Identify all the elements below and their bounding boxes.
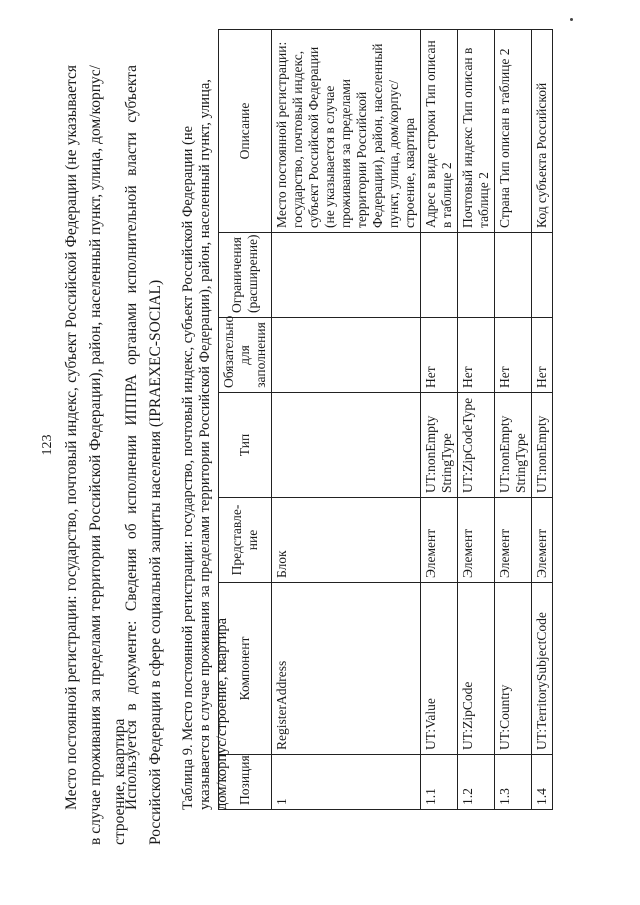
header-position: Позиция [219, 755, 272, 810]
cell-description: Почтовый индекс Тип описан в таблице 2 [458, 30, 495, 233]
paragraph-usage: Используется в документе: Сведения об исполнении ИППРА органами исполнительной власти субъекта Российской Федерации в сфере социальной защиты населения (IPRAEXEC-SOCIAL) [123, 65, 164, 845]
scan-speck [570, 18, 573, 21]
cell-representation: Элемент [495, 498, 532, 583]
table-row [421, 30, 458, 810]
cell-limits [532, 233, 553, 318]
cell-representation: Элемент [421, 498, 458, 583]
table-row [532, 30, 553, 810]
cell-component: RegisterAddress [272, 583, 421, 755]
header-limits: Ограничения (расширение) [219, 233, 272, 318]
cell-component: UT:TerritorySubjectCode [532, 583, 553, 755]
header-required: Обязательно для заполнения [219, 318, 272, 393]
cell-limits [458, 233, 495, 318]
cell-position: 1.3 [495, 755, 532, 810]
page-number: 123 [40, 434, 55, 456]
cell-limits [421, 233, 458, 318]
cell-type: UT:nonEmpty StringType [421, 393, 458, 498]
spec-table [218, 29, 553, 810]
table-row [495, 30, 532, 810]
cell-limits [495, 233, 532, 318]
header-description: Описание [219, 30, 272, 233]
cell-type [272, 393, 421, 498]
cell-component: UT:ZipCode [458, 583, 495, 755]
cell-type: UT:nonEmpty StringType [495, 393, 532, 498]
header-representation: Представле-ние [219, 498, 272, 583]
cell-position: 1.4 [532, 755, 553, 810]
table-row [458, 30, 495, 810]
table-caption: Таблица 9. Место постоянной регистрации: государство, почтовый индекс, субъект Российской Федерации (не указывается в случае проживания за пределами территории Российской Федерации), район, населенный пункт, улица, дом/корпус/строение, квартира [180, 79, 230, 810]
paragraph-registration: Место постоянной регистрации: государство, почтовый индекс, субъект Российской Федерации (не указывается в случае проживания за пределами территории Российской Федерации), район, населенный пункт, улица, дом/корпус/строение, квартира [63, 65, 128, 845]
cell-limits [272, 233, 421, 318]
cell-representation: Элемент [458, 498, 495, 583]
table-header-row [219, 30, 272, 810]
cell-required [272, 318, 421, 393]
cell-required: Нет [495, 318, 532, 393]
cell-description: Место постоянной регистрации: государство, почтовый индекс, субъект Российской Федерации (не указывается в случае проживания за пределами территории Российской Федерации), район, населенный пункт, улица, дом/корпус/строение, квартира [272, 30, 421, 233]
cell-description: Код субъекта Российской [532, 30, 553, 233]
cell-description: Адрес в виде строки Тип описан в таблице 2 [421, 30, 458, 233]
cell-representation: Блок [272, 498, 421, 583]
cell-representation: Элемент [532, 498, 553, 583]
cell-required: Нет [458, 318, 495, 393]
cell-component: UT:Value [421, 583, 458, 755]
cell-position: 1 [272, 755, 421, 810]
table-row [272, 30, 421, 810]
cell-type: UT:ZipCodeType [458, 393, 495, 498]
cell-required: Нет [532, 318, 553, 393]
header-component: Компонент [219, 583, 272, 755]
cell-position: 1.2 [458, 755, 495, 810]
cell-position: 1.1 [421, 755, 458, 810]
header-type: Тип [219, 393, 272, 498]
cell-required: Нет [421, 318, 458, 393]
cell-component: UT:Country [495, 583, 532, 755]
cell-type: UT:nonEmpty [532, 393, 553, 498]
cell-description: Страна Тип описан в таблице 2 [495, 30, 532, 233]
